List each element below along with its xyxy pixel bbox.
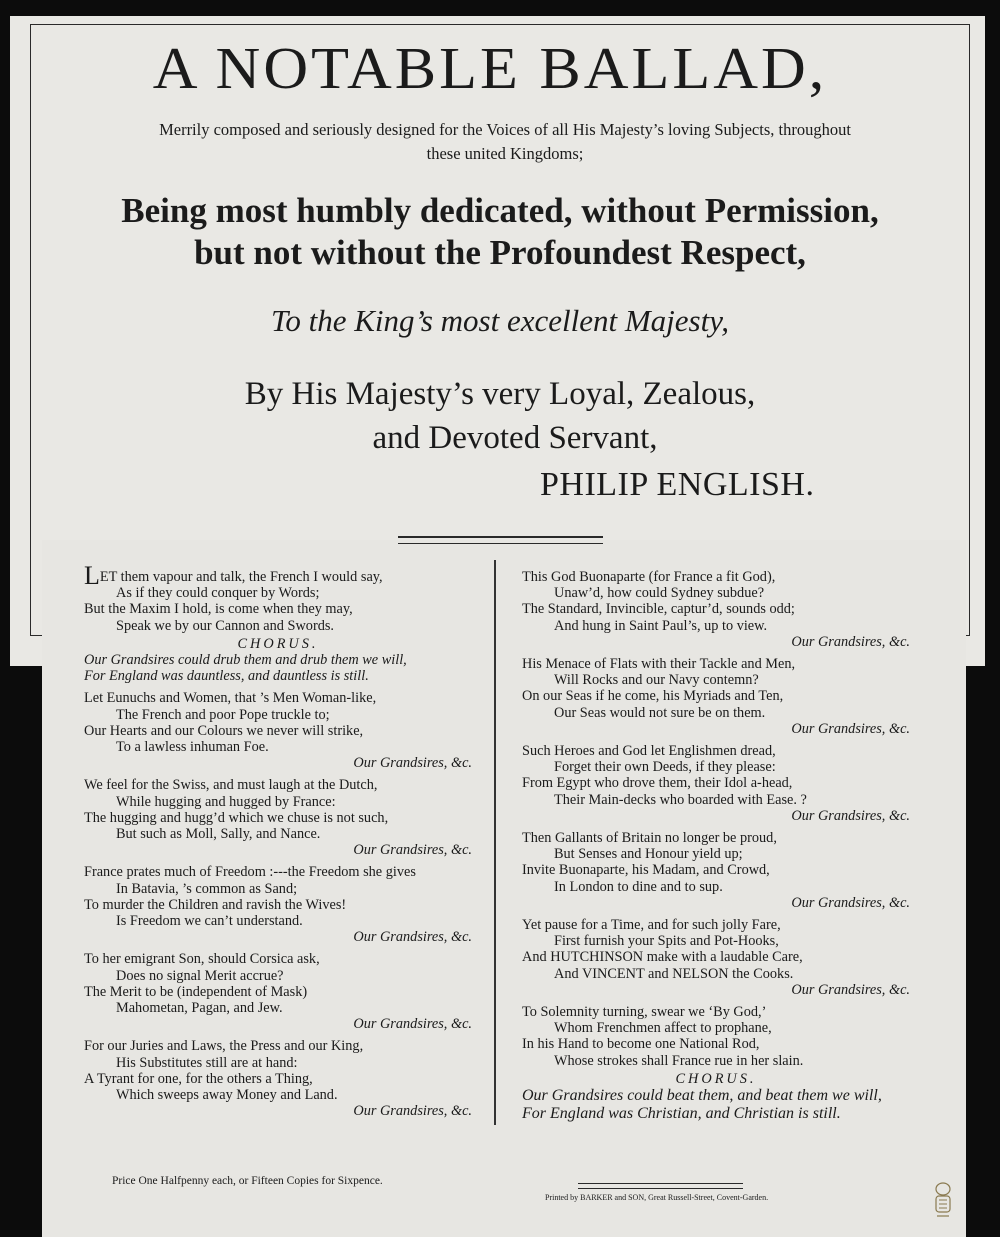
verse-line: As if they could conquer by Words; (116, 585, 320, 602)
verse-line: And hung in Saint Paul’s, up to view. (554, 617, 768, 634)
section-divider (398, 536, 603, 544)
verse-line: The French and poor Pope truckle to; (116, 706, 330, 723)
verse-line: Invite Buonaparte, his Madam, and Crowd, (522, 862, 770, 879)
chorus-line: For England was Christian, and Christian is still. (522, 1105, 841, 1123)
verse-line: Our Seas would not sure be on them. (554, 704, 766, 721)
by-line-1: By His Majesty’s very Loyal, Zealous, (244, 376, 756, 412)
chorus-line: For England was dauntless, and dauntless is still. (84, 668, 369, 685)
verse-line: Their Main-decks who boarded with Ease. ? (554, 791, 807, 808)
verse-line: For our Juries and Laws, the Press and our King, (84, 1038, 364, 1055)
verse-line: And VINCENT and NELSON the Cooks. (554, 965, 794, 982)
refrain: Our Grandsires, &c. (791, 981, 910, 998)
stanza (84, 1038, 472, 1119)
stanza (84, 951, 472, 1032)
chorus-line: Our Grandsires could drub them and drub them we will, (84, 652, 407, 669)
verse-line: Mahometan, Pagan, and Jew. (116, 1000, 283, 1017)
stanza (84, 561, 472, 685)
verse-line: Such Heroes and God let Englishmen dread, (522, 743, 776, 760)
verse-line: But the Maxim I hold, is come when they may, (84, 601, 353, 618)
verse-line: The hugging and hugg’d which we chuse is not such, (84, 809, 389, 826)
by-line-2: and Devoted Servant, (372, 420, 658, 456)
by-line (60, 372, 940, 460)
price-note: Price One Halfpenny each, or Fifteen Copies for Sixpence. (112, 1175, 383, 1187)
verse-line: France prates much of Freedom :---the Freedom she gives (84, 864, 416, 881)
verse-line: Let Eunuchs and Women, that ’s Men Woman-like, (84, 690, 377, 707)
verse-line: His Substitutes still are at hand: (116, 1054, 298, 1071)
verse-line: A Tyrant for one, for the others a Thing, (84, 1070, 313, 1087)
verse-line: While hugging and hugged by France: (116, 793, 336, 810)
library-stamp-icon (930, 1180, 956, 1222)
verse-line: His Menace of Flats with their Tackle and Men, (522, 656, 796, 673)
verse-line: But Senses and Honour yield up; (554, 846, 743, 863)
verse-line: LET them vapour and talk, the French I would say, (84, 561, 383, 590)
verse-line: Our Hearts and our Colours we never will strike, (84, 722, 364, 739)
verse-line: To a lawless inhuman Foe. (116, 739, 269, 756)
verse-line: Does no signal Merit accrue? (116, 967, 284, 984)
ballad-title: A NOTABLE BALLAD, (152, 36, 828, 102)
column-divider (494, 560, 496, 1125)
verse-line: In Batavia, ’s common as Sand; (116, 880, 298, 897)
verse-line: Whose strokes shall France rue in her slain. (554, 1052, 804, 1069)
subtitle-line-2: these united Kingdoms; (426, 144, 584, 163)
refrain: Our Grandsires, &c. (353, 842, 472, 859)
stanza (522, 917, 910, 998)
verse-line: On our Seas if he come, his Myriads and Ten, (522, 688, 784, 705)
verse-line: Which sweeps away Money and Land. (116, 1087, 338, 1104)
verse-line: Yet pause for a Time, and for such jolly Fare, (522, 917, 781, 934)
verse-line: To her emigrant Son, should Corsica ask, (84, 951, 320, 968)
stanza (522, 569, 910, 650)
subtitle-line-1: Merrily composed and seriously designed for the Voices of all His Majesty’s loving Subjects, throughout (159, 120, 851, 139)
verse-line: Forget their own Deeds, if they please: (554, 759, 776, 776)
verse-line: Unaw’d, how could Sydney subdue? (554, 585, 765, 602)
refrain: Our Grandsires, &c. (353, 929, 472, 946)
refrain: Our Grandsires, &c. (353, 1016, 472, 1033)
stanza (522, 743, 910, 824)
chorus-line: Our Grandsires could beat them, and beat them we will, (522, 1087, 882, 1105)
verse-line: From Egypt who drove them, their Idol a-head, (522, 775, 793, 792)
verse-line: Whom Frenchmen affect to prophane, (554, 1020, 772, 1037)
stanza (522, 1004, 910, 1123)
refrain: Our Grandsires, &c. (791, 720, 910, 737)
verse-line: In his Hand to become one National Rod, (522, 1036, 760, 1053)
dedication-line-2: but not without the Profoundest Respect, (194, 233, 806, 272)
subtitle (110, 118, 900, 166)
verse-line: In London to dine and to sup. (554, 878, 723, 895)
verse-line: The Standard, Invincible, captur’d, sounds odd; (522, 601, 795, 618)
stanza (84, 690, 472, 771)
verse-line: And HUTCHINSON make with a laudable Care, (522, 949, 803, 966)
verse-line: Is Freedom we can’t understand. (116, 913, 303, 930)
chorus-heading: CHORUS. (675, 1070, 757, 1087)
verse-line: But such as Moll, Sally, and Nance. (116, 826, 321, 843)
printer-divider (578, 1183, 743, 1189)
to-king-line: To the King’s most excellent Majesty, (270, 303, 730, 338)
author-name: PHILIP ENGLISH. (540, 466, 815, 503)
dedication (60, 190, 940, 274)
verse-line: First furnish your Spits and Pot-Hooks, (554, 933, 779, 950)
stanza (522, 656, 910, 737)
dedication-line-1: Being most humbly dedicated, without Permission, (121, 191, 879, 230)
verse-line: Speak we by our Cannon and Swords. (116, 617, 334, 634)
refrain: Our Grandsires, &c. (791, 807, 910, 824)
refrain: Our Grandsires, &c. (791, 633, 910, 650)
stanza (84, 864, 472, 945)
refrain: Our Grandsires, &c. (791, 894, 910, 911)
verse-line: To murder the Children and ravish the Wives! (84, 896, 347, 913)
left-verse-column (84, 561, 472, 1126)
refrain: Our Grandsires, &c. (353, 755, 472, 772)
verse-line: Then Gallants of Britain no longer be proud, (522, 830, 777, 847)
verse-line: We feel for the Swiss, and must laugh at the Dutch, (84, 777, 378, 794)
refrain: Our Grandsires, &c. (353, 1103, 472, 1120)
verse-line: To Solemnity turning, swear we ‘By God,’ (522, 1004, 767, 1021)
printer-imprint: Printed by BARKER and SON, Great Russell-Street, Covent-Garden. (545, 1193, 769, 1202)
stanza (84, 777, 472, 858)
verse-line: The Merit to be (independent of Mask) (84, 983, 308, 1000)
drop-cap: L (84, 561, 100, 590)
chorus-heading: CHORUS. (237, 635, 319, 652)
verse-line: Will Rocks and our Navy contemn? (554, 672, 759, 689)
right-verse-column (522, 569, 910, 1129)
verse-line: This God Buonaparte (for France a fit God), (522, 569, 776, 585)
stanza (522, 830, 910, 911)
